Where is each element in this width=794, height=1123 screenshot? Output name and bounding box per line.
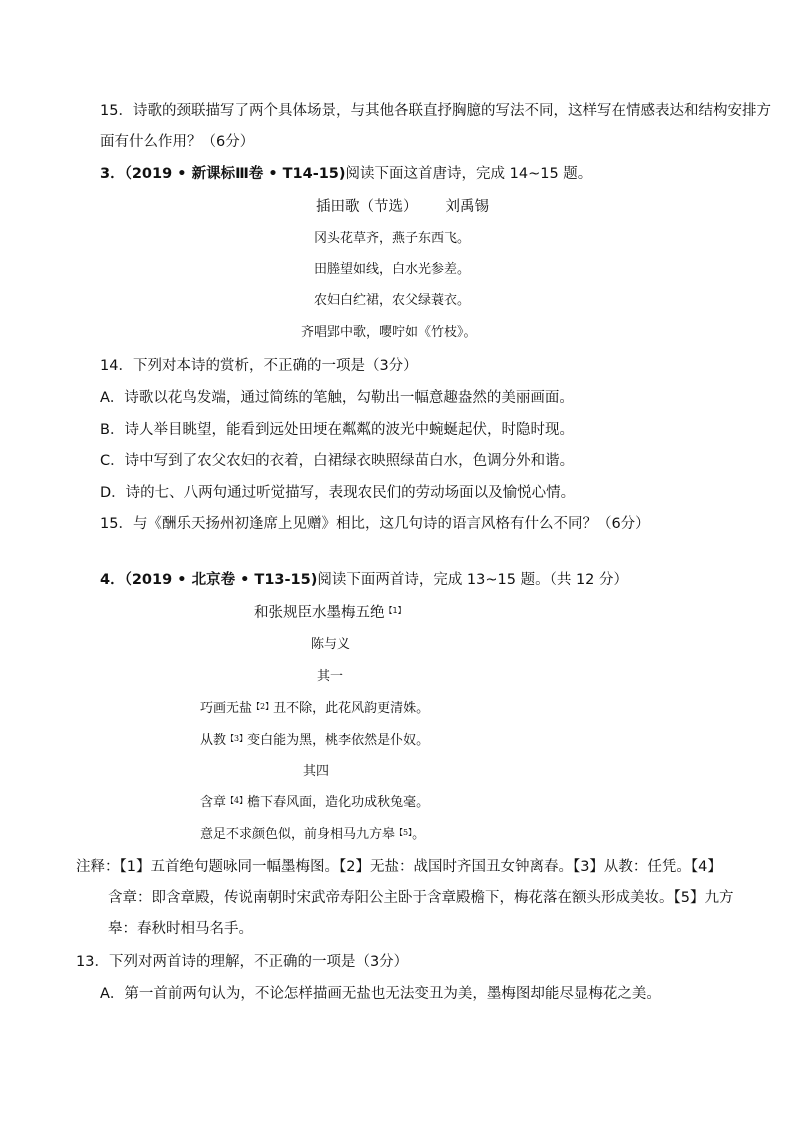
question-15-line2: 面有什么作用？（6分） bbox=[100, 134, 255, 150]
poem-2-text: 变白能为黑，桃李依然是仆奴。 bbox=[247, 733, 430, 748]
question-13-stem: 13．下列对两首诗的理解，不正确的一项是（3分） bbox=[76, 954, 409, 970]
poem-2-part1-title: 其一 bbox=[317, 669, 344, 684]
poem-2-text: 意足不求颜色似，前身相马九方皋 bbox=[200, 827, 396, 842]
section-3-instruction: 阅读下面这首唐诗，完成 14~15 题。 bbox=[345, 166, 593, 182]
annotation-line3: 皋：春秋时相马名手。 bbox=[108, 921, 253, 937]
poem-1-line: 齐唱郢中歌，嘤咛如《竹枝》。 bbox=[301, 325, 477, 340]
annotation-line2: 含章：即含章殿，传说南朝时宋武帝寿阳公主卧于含章殿檐下，梅花落在额头形成美妆。【5】九方 bbox=[108, 890, 734, 906]
footnote-marker: 【3】 bbox=[226, 734, 248, 743]
section-4-instruction: 阅读下面两首诗，完成 13~15 题。（共 12 分） bbox=[317, 572, 629, 588]
poem-2-text: 含章 bbox=[200, 795, 227, 810]
section-3-header bbox=[100, 164, 592, 184]
question-13-option-a: A．第一首前两句认为，不论怎样描画无盐也无法变丑为美，墨梅图却能尽显梅花之美。 bbox=[100, 986, 661, 1002]
poem-2-line bbox=[200, 731, 429, 751]
poem-2-title-line bbox=[254, 603, 406, 623]
section-4-source: （2019 • 北京卷 • T13-15) bbox=[124, 572, 318, 588]
question-14-option-d: D．诗的七、八两句通过听觉描写，表现农民们的劳动场面以及愉悦心情。 bbox=[100, 485, 576, 501]
section-3-number: 3． bbox=[100, 166, 125, 182]
footnote-marker: 【2】 bbox=[252, 702, 274, 711]
poem-2-line bbox=[200, 825, 425, 845]
poem-2-part2-title: 其四 bbox=[303, 764, 330, 779]
poem-2-text: 从教 bbox=[200, 733, 227, 748]
footnote-marker: 【4】 bbox=[226, 796, 248, 805]
poem-1-line: 田塍望如线，白水光参差。 bbox=[314, 262, 471, 277]
poem-2-title-note: 【1】 bbox=[384, 606, 406, 615]
poem-2-text: 丑不除，此花风韵更清姝。 bbox=[273, 701, 430, 716]
question-14-option-a: A．诗歌以花鸟发端，通过简练的笔触，勾勒出一幅意趣盎然的美丽画面。 bbox=[100, 390, 574, 406]
question-15-line1: 15．诗歌的颈联描写了两个具体场景，与其他各联直抒胸臆的写法不同，这样写在情感表达和结构安排方 bbox=[100, 103, 771, 119]
section-4-header bbox=[100, 570, 628, 590]
poem-1-line: 农妇白纻裙，农父绿蓑衣。 bbox=[314, 293, 471, 308]
poem-2-line bbox=[200, 699, 429, 719]
poem-2-title: 和张规臣水墨梅五绝 bbox=[254, 605, 385, 621]
question-14-stem: 14．下列对本诗的赏析，不正确的一项是（3分） bbox=[100, 358, 418, 374]
section-4-number: 4． bbox=[100, 572, 125, 588]
question-14-option-b: B．诗人举目眺望，能看到远处田埂在粼粼的波光中蜿蜒起伏，时隐时现。 bbox=[100, 422, 574, 438]
poem-1-title: 插田歌（节选） bbox=[316, 199, 418, 215]
poem-1-title-line bbox=[316, 197, 489, 217]
section-3-source: （2019 • 新课标Ⅲ卷 • T14-15) bbox=[124, 166, 346, 182]
poem-2-line bbox=[200, 793, 429, 813]
poem-2-text: 巧画无盐 bbox=[200, 701, 253, 716]
poem-1-line: 冈头花草齐，燕子东西飞。 bbox=[314, 231, 471, 246]
poem-2-text: 。 bbox=[412, 827, 426, 842]
poem-1-author: 刘禹锡 bbox=[445, 199, 489, 215]
question-15-second: 15．与《酬乐天扬州初逢席上见赠》相比，这几句诗的语言风格有什么不同？（6分） bbox=[100, 516, 650, 532]
annotation-line1: 注释：【1】五首绝句题咏同一幅墨梅图。【2】无盐：战国时齐国丑女钟离春。【3】从教：任凭。【4】 bbox=[76, 859, 722, 875]
poem-2-author: 陈与义 bbox=[311, 637, 351, 652]
question-14-option-c: C．诗中写到了农父农妇的衣着，白裙绿衣映照绿苗白水，色调分外和谐。 bbox=[100, 453, 575, 469]
footnote-marker: 【5】 bbox=[395, 828, 413, 837]
poem-2-text: 檐下春风面，造化功成秋兔毫。 bbox=[247, 795, 430, 810]
